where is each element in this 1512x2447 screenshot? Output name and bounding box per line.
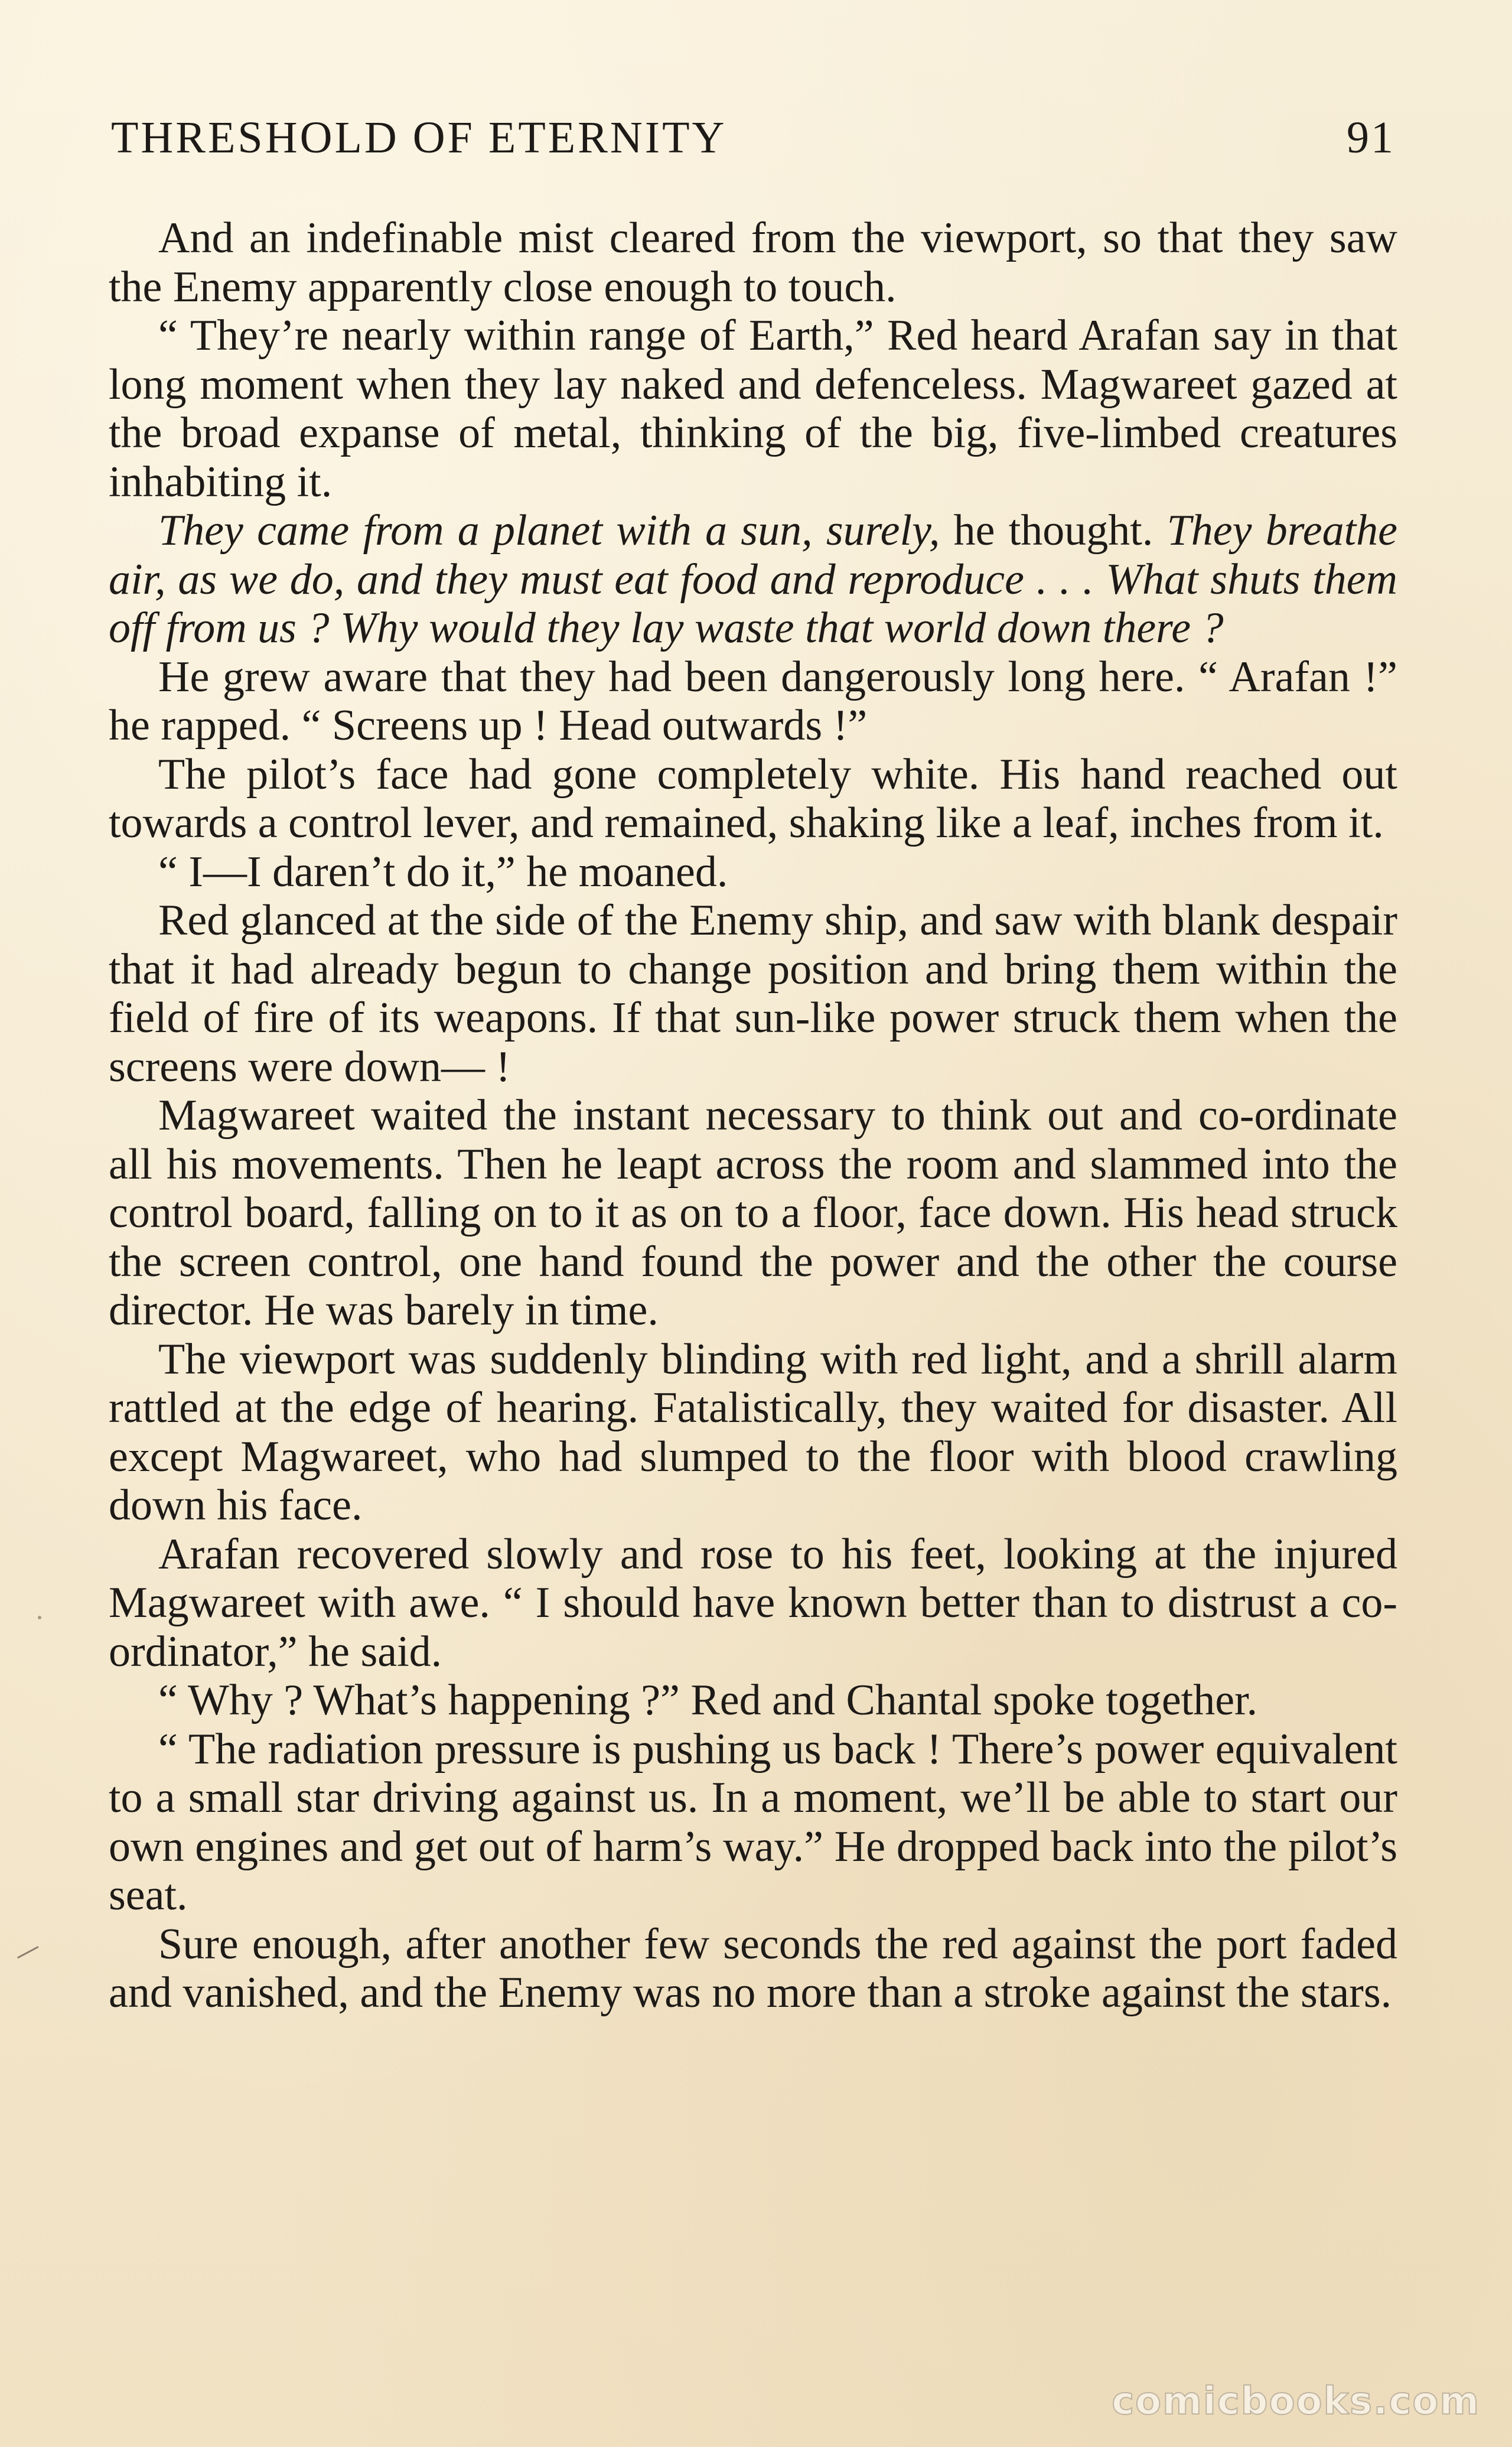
paragraph-4: He grew aware that they had been dangerously long here. “ Arafan !” he rapped. “ Screens up ! Head outwards !” xyxy=(109,652,1397,750)
paragraph-3-roman: he thought. xyxy=(940,506,1167,555)
margin-dot xyxy=(38,1616,41,1619)
paragraph-7: Red glanced at the side of the Enemy ship, and saw with blank despair that it had already begun to change position and bring them within the field of fire of its weapons. If that sun-like power struck them when the screens were down— ! xyxy=(109,896,1397,1091)
paragraph-3 xyxy=(109,506,1397,653)
paragraph-13: Sure enough, after another few seconds the red against the port faded and vanished, and the Enemy was no more than a stroke against the stars. xyxy=(109,1919,1397,2017)
paragraph-2: “ They’re nearly within range of Earth,” Red heard Arafan say in that long moment when they lay naked and defenceless. Magwareet gazed at the broad expanse of metal, thinking of the big, five-limbed creatures inhabiting it. xyxy=(109,311,1397,506)
running-title: THRESHOLD OF ETERNITY xyxy=(111,113,727,162)
paragraph-3-italic-b: They breathe air, as we do, and they must eat food and reproduce . . . What shuts them off from us ? Why would they lay waste that world down there ? xyxy=(109,506,1397,652)
paragraph-9: The viewport was suddenly blinding with red light, and a shrill alarm rattled at the edge of hearing. Fatalistically, they waited for disaster. All except Magwareet, who had slumped to the floor with blood crawling down his face. xyxy=(109,1335,1397,1530)
body-text xyxy=(109,214,1397,2018)
paragraph-1: And an indefinable mist cleared from the viewport, so that they saw the Enemy apparently close enough to touch. xyxy=(109,214,1397,311)
watermark: comicbooks.com xyxy=(1112,2380,1480,2423)
paragraph-5: The pilot’s face had gone completely white. His hand reached out towards a control lever, and remained, shaking like a leaf, inches from it. xyxy=(109,750,1397,847)
paragraph-11: “ Why ? What’s happening ?” Red and Chantal spoke together. xyxy=(158,1676,1258,1724)
paragraph-8: Magwareet waited the instant necessary to think out and co-ordinate all his movements. Then he leapt across the room and slammed into the control board, falling on to it as on to a floor, face down. His head struck the screen control, one hand found the power and the other the course director. He was barely in time. xyxy=(109,1091,1397,1335)
paragraph-6: “ I—I daren’t do it,” he moaned. xyxy=(158,847,728,896)
margin-pencil-mark xyxy=(13,1939,38,1959)
paragraph-12: “ The radiation pressure is pushing us back ! There’s power equivalent to a small star driving against us. In a moment, we’ll be able to start our own engines and get out of harm’s way.” He dropped back into the pilot’s seat. xyxy=(109,1724,1397,1919)
running-head xyxy=(111,112,1395,171)
paragraph-10: Arafan recovered slowly and rose to his feet, looking at the injured Magwareet with awe. “ I should have known better than to distrust a co-ordinator,” he said. xyxy=(109,1530,1397,1676)
paragraph-3-italic-a: They came from a planet with a sun, surely, xyxy=(158,506,940,555)
page-number: 91 xyxy=(1347,113,1395,162)
